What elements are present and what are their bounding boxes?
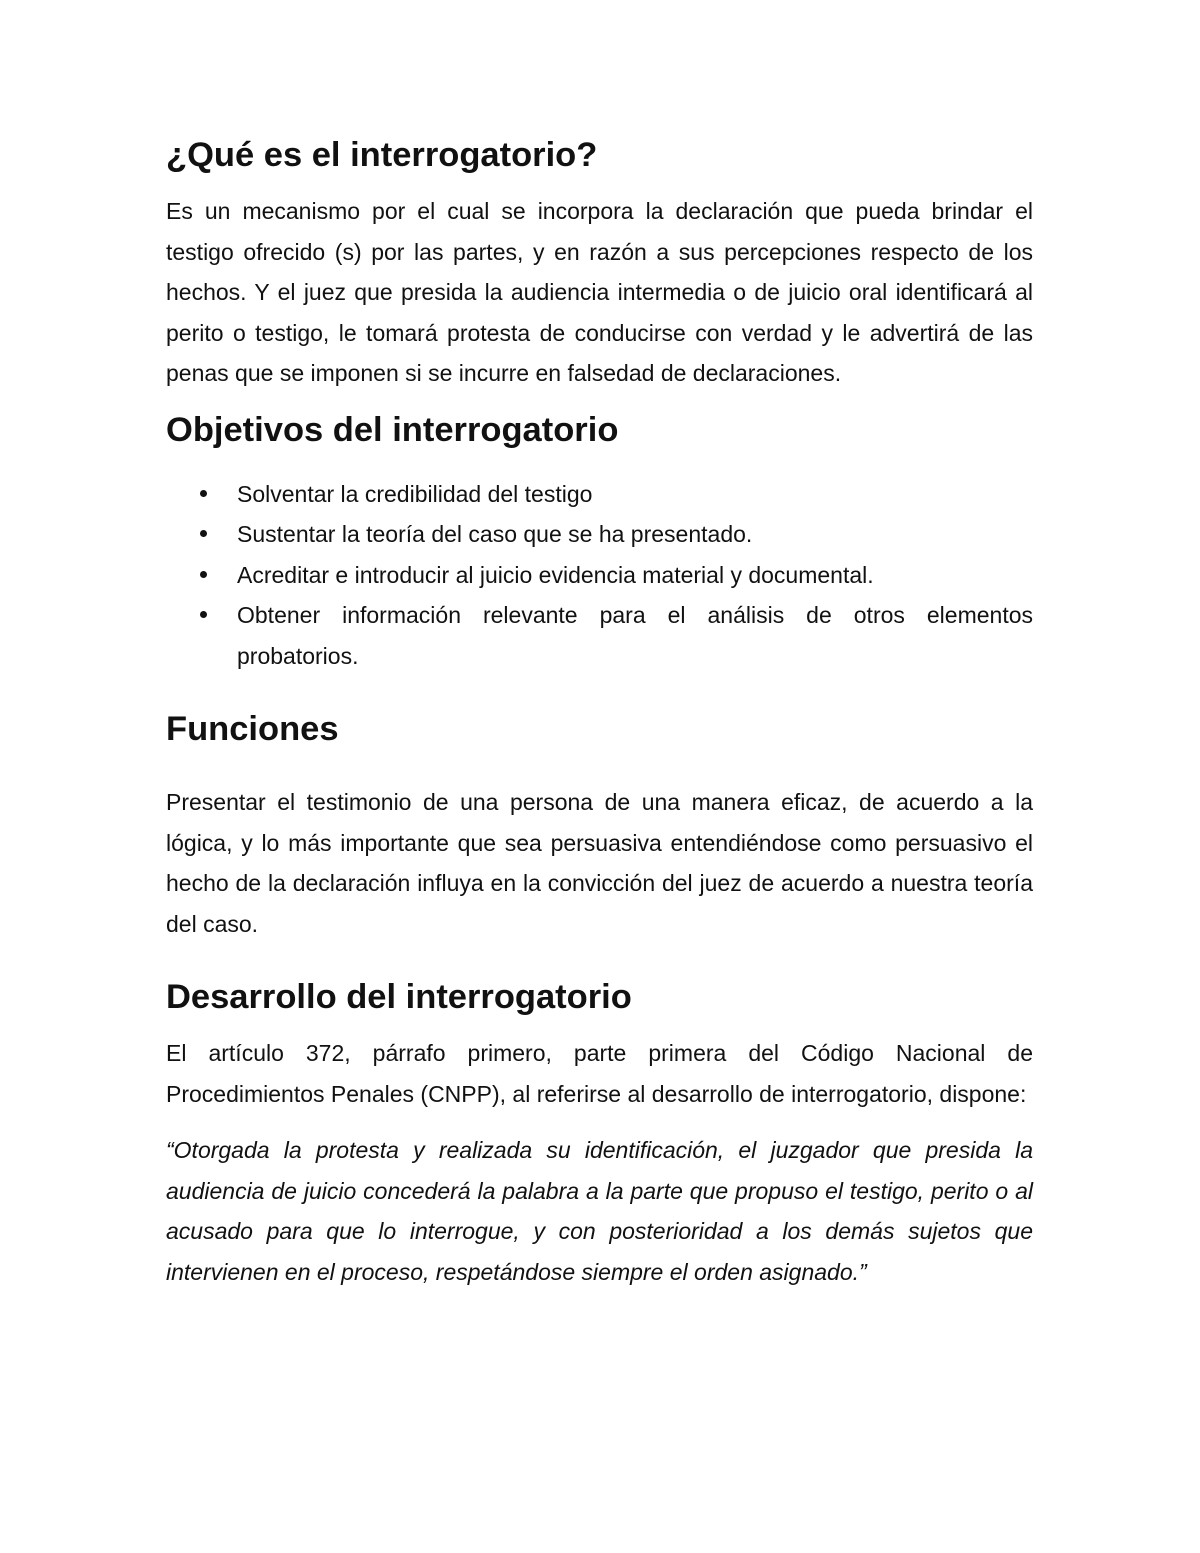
list-item [166, 474, 1033, 515]
list-item [166, 555, 1033, 596]
section-heading-objetivos: Objetivos del interrogatorio [166, 410, 619, 449]
quote-articulo-372: “Otorgada la protesta y realizada su identificación, el juzgador que presida la audiencia de juicio concederá la palabra a la parte que propuso el testigo, perito o al acusado para que lo interrogue, y con posterioridad a los demás sujetos que intervienen en el proceso, respetándose siempre el orden asignado.” [166, 1137, 1033, 1285]
list-item [166, 595, 1033, 676]
paragraph-desarrollo: El artículo 372, párrafo primero, parte primera del Código Nacional de Procedimientos Penales (CNPP), al referirse al desarrollo de interrogatorio, dispone: [166, 1040, 1033, 1107]
section-heading-funciones: Funciones [166, 710, 339, 748]
objectives-list [166, 474, 1033, 677]
paragraph-definicion: Es un mecanismo por el cual se incorpora la declaración que pueda brindar el testigo ofrecido (s) por las partes, y en razón a sus percepciones respecto de los hechos. Y el juez que presida la audiencia intermedia o de juicio oral identificará al perito o testigo, le tomará protesta de conducirse con verdad y le advertirá de las penas que se imponen si se incurre en falsedad de declaraciones. [166, 198, 1033, 386]
list-item [166, 514, 1033, 555]
bullet-icon [200, 490, 207, 497]
bullet-icon [200, 571, 207, 578]
document-body [166, 135, 1033, 1292]
section-heading-desarrollo: Desarrollo del interrogatorio [166, 978, 632, 1016]
bullet-icon [200, 530, 207, 537]
section-heading-que-es: ¿Qué es el interrogatorio? [166, 136, 598, 174]
list-item-text: Obtener información relevante para el análisis de otros elementos probatorios. [237, 602, 1033, 669]
paragraph-funciones: Presentar el testimonio de una persona de una manera eficaz, de acuerdo a la lógica, y lo más importante que sea persuasiva entendiéndose como persuasivo el hecho de la declaración influya en la convicción del juez de acuerdo a nuestra teoría del caso. [166, 789, 1033, 937]
list-item-text: Acreditar e introducir al juicio evidencia material y documental. [237, 561, 874, 588]
list-item-text: Sustentar la teoría del caso que se ha presentado. [237, 521, 753, 547]
bullet-icon [200, 611, 207, 618]
list-item-text: Solventar la credibilidad del testigo [237, 480, 593, 507]
